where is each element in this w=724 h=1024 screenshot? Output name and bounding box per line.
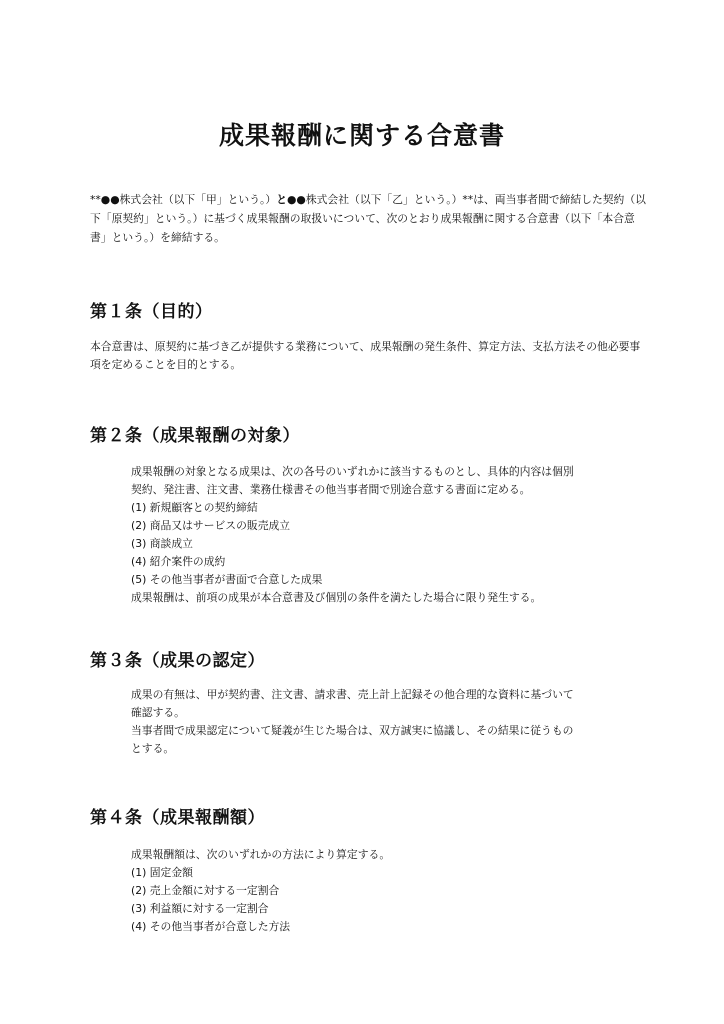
article-4-intro: 成果報酬額は、次のいずれかの方法により算定する。 (131, 848, 391, 861)
article-4-item-3: (3) 利益額に対する一定割合 (131, 902, 269, 915)
article-2-closing: 成果報酬は、前項の成果が本合意書及び個別の条件を満たした場合に限り発生する。 (131, 591, 542, 604)
article-1-paragraph: 本合意書は、原契約に基づき乙が提供する業務について、成果報酬の発生条件、算定方法、支払方法その他必要事項を定めることを目的とする。 (90, 340, 641, 371)
article-2-item-1: (1) 新規顧客との契約締結 (131, 501, 258, 514)
article-4-item-4: (4) その他当事者が合意した方法 (131, 920, 291, 933)
article-3-line-3: 当事者間で成果認定について疑義が生じた場合は、双方誠実に協議し、その結果に従うもの (131, 724, 574, 737)
article-2-item-2: (2) 商品又はサービスの販売成立 (131, 519, 291, 532)
article-2-heading: 第２条（成果報酬の対象） (90, 426, 300, 446)
document-title: 成果報酬に関する合意書 (218, 121, 505, 150)
article-4-body (131, 846, 671, 936)
article-2-body (131, 463, 671, 607)
article-2-intro-line-1: 成果報酬の対象となる成果は、次の各号のいずれかに該当するものとし、具体的内容は個別 (131, 465, 574, 478)
article-2-item-4: (4) 紹介案件の成約 (131, 555, 226, 568)
article-2-intro-line-2: 契約、発注書、注文書、業務仕様書その他当事者間で別途合意する書面に定める。 (131, 483, 531, 496)
article-4-heading: 第４条（成果報酬額） (90, 808, 265, 828)
article-4-item-2: (2) 売上金額に対する一定割合 (131, 884, 280, 897)
article-1-heading: 第１条（目的） (90, 302, 213, 322)
article-2-item-3: (3) 商談成立 (131, 537, 193, 550)
article-3-line-1: 成果の有無は、甲が契約書、注文書、請求書、売上計上記録その他合理的な資料に基づいて (131, 688, 574, 701)
intro-to: と (276, 193, 287, 206)
article-3-line-2: 確認する。 (131, 706, 185, 719)
article-4-item-1: (1) 固定金額 (131, 866, 193, 879)
article-3-heading: 第３条（成果の認定） (90, 651, 265, 671)
article-3-line-4: とする。 (131, 742, 175, 755)
intro-paragraph (90, 190, 650, 247)
intro-prefix: **●●株式会社（以下「甲」という。） (90, 193, 277, 206)
article-2-item-5: (5) その他当事者が書面で合意した成果 (131, 573, 323, 586)
intro-middle: ●●株式会社（以下「乙」という。）**は、両当事者間で締結した契約（以下「原契約」という。）に基づく成果報酬の取扱いについて、次のとおり成果報酬に関する合意書（以下「本合意書」という。）を締結する。 (90, 193, 646, 244)
article-3-body (131, 686, 671, 758)
